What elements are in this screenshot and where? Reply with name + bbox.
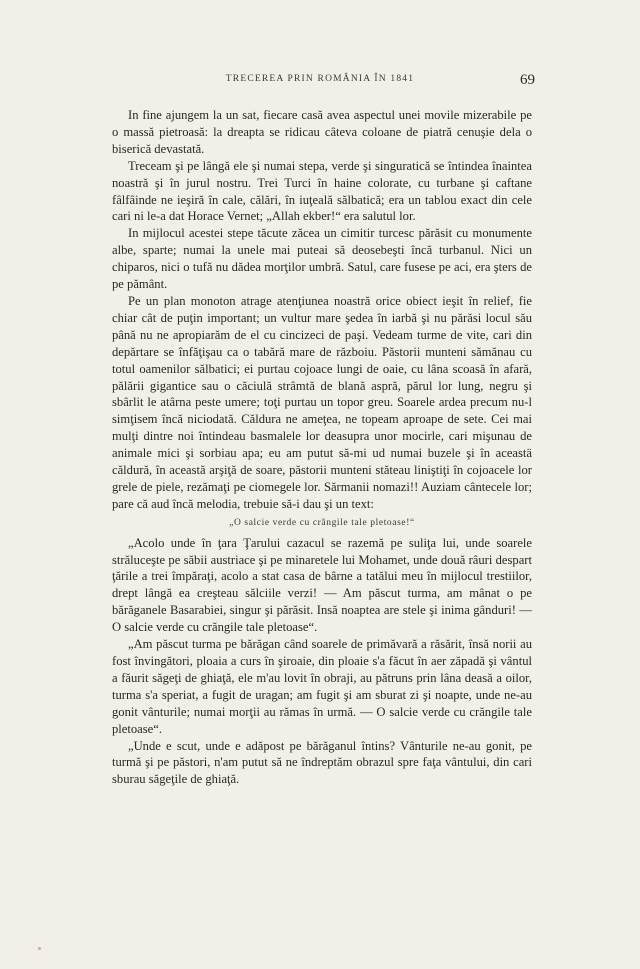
paragraph: Treceam şi pe lângă ele şi numai stepa, verde şi singuratică se întindea înaintea noastră şi în jurul nostru. Trei Turci în haine colorate, cu turbane şi caftane fâlfâinde ne ieşiră în cale, călări, în iuţeală sălbatică; era un tablou exact din cele cari ni le-a dat Horace Vernet; „Allah ekber!“ era salutul lor. <box>112 158 532 224</box>
verse-paragraph: „Acolo unde în ţara Ţarului cazacul se razemă pe suliţa lui, unde soarele străluceşte pe săbii austriace şi pe minaretele lui Mohamet, unde două râuri despart ţările a trei împăraţi, acolo a stat casa de bârne a tatălui meu în mijlocul trestiilor, drept lângă ea creşteau sălciile verzi! — Am păscut turma, am mânat o pe bărăganele Basarabiei, singur şi părăsit. Insă noaptea are stele şi inima gânduri! — O salcie verde cu crăngile tale pletoase“. <box>112 535 532 635</box>
paper-speck <box>38 947 41 950</box>
paragraph: In mijlocul acestei stepe tăcute zăcea un cimitir turcesc părăsit cu monumente albe, sparte; numai la unele mai puteai să deosebeşti încă turbanul. Nici un chiparos, nici o tufă nu dădea morţilor umbră. Satul, care fusese pe aci, era şters de pe pământ. <box>112 226 532 292</box>
verse-paragraph: „Am păscut turma pe bărăgan când soarele de primăvară a răsărit, însă norii au fost învingători, ploaia a curs în şiroaie, din ploaie s'a făcut în aer zăpadă şi vântul a făurit săgeţi de ghiaţă, ele m'au lovit în obraji, au pătruns prin lâna deasă a oilor, turma s'a speriat, a fugit de uragan; am fugit şi am sburat zi şi noapte, unde ne-au gonit vânturile; numai morţii au rămas în urmă. — O salcie verde cu crăngile tale pletoase“. <box>112 637 532 736</box>
running-head <box>0 72 640 94</box>
paragraph: Pe un plan monoton atrage atenţiunea noastră orice obiect ieşit în relief, fie chiar cât de puţin important; un vultur mare şedea în iarbă şi nu părăsi locul său până nu ne apropiarăm de el cu cincizeci de paşi. Vedeam turme de vite, cari din depărtare se înfăţişau ca o tabără mare de războiu. Păstorii munteni sămănau cu totul oamenilor sălbatici; ei purtau cojoace lungi de oaie, cu lâna scoasă în afară, pălării gigantice sau o căciulă strâmtă de blană aspră, părul lor lung, negru şi sbârlit le atârna peste umere; toţi purtau un topor greu. Soarele ardea precum nu-l simţisem încă niciodată. Căldura ne ameţea, ne topeam aproape de sete. Cei mai mulţi dintre noi întindeau basmalele lor deasupra unor mocirle, cari mişunau de animale mici şi sorbiau apa; eu am putut să-mi ud numai buzele şi în aceastä căldură, în această arşiţă de soare, păstorii munteni stăteau liniştiţi în cojoacele lor grele de piele, rezămaţi pe ciomegele lor. Sărmanii nomazi!! Auziam cântecele lor; pare că aud încă melodia, trebuie să-i dau şi un text: <box>112 293 532 511</box>
page-number: 69 <box>520 72 535 88</box>
body-text <box>112 107 532 788</box>
paragraph: In fine ajungem la un sat, fiecare casă avea aspectul unei movile mizerabile pe o massă pietroasă: la dreapta se ridicau câteva coloane de piatră cenuşie dela o biserică devastată. <box>112 108 532 156</box>
verse-paragraph: „Unde e scut, unde e adăpost pe bărăganul întins? Vânturile ne-au gonit, pe turmă şi pe păstori, n'am putut să ne îndreptăm obrazul spre faţa vântului, din cari sburau săgeţile de ghiaţă. <box>112 738 532 787</box>
running-title: TRECEREA PRIN ROMÂNIA ÎN 1841 <box>225 74 415 84</box>
verse-title: „O salcie verde cu crăngile tale pletoase!“ <box>229 517 415 528</box>
